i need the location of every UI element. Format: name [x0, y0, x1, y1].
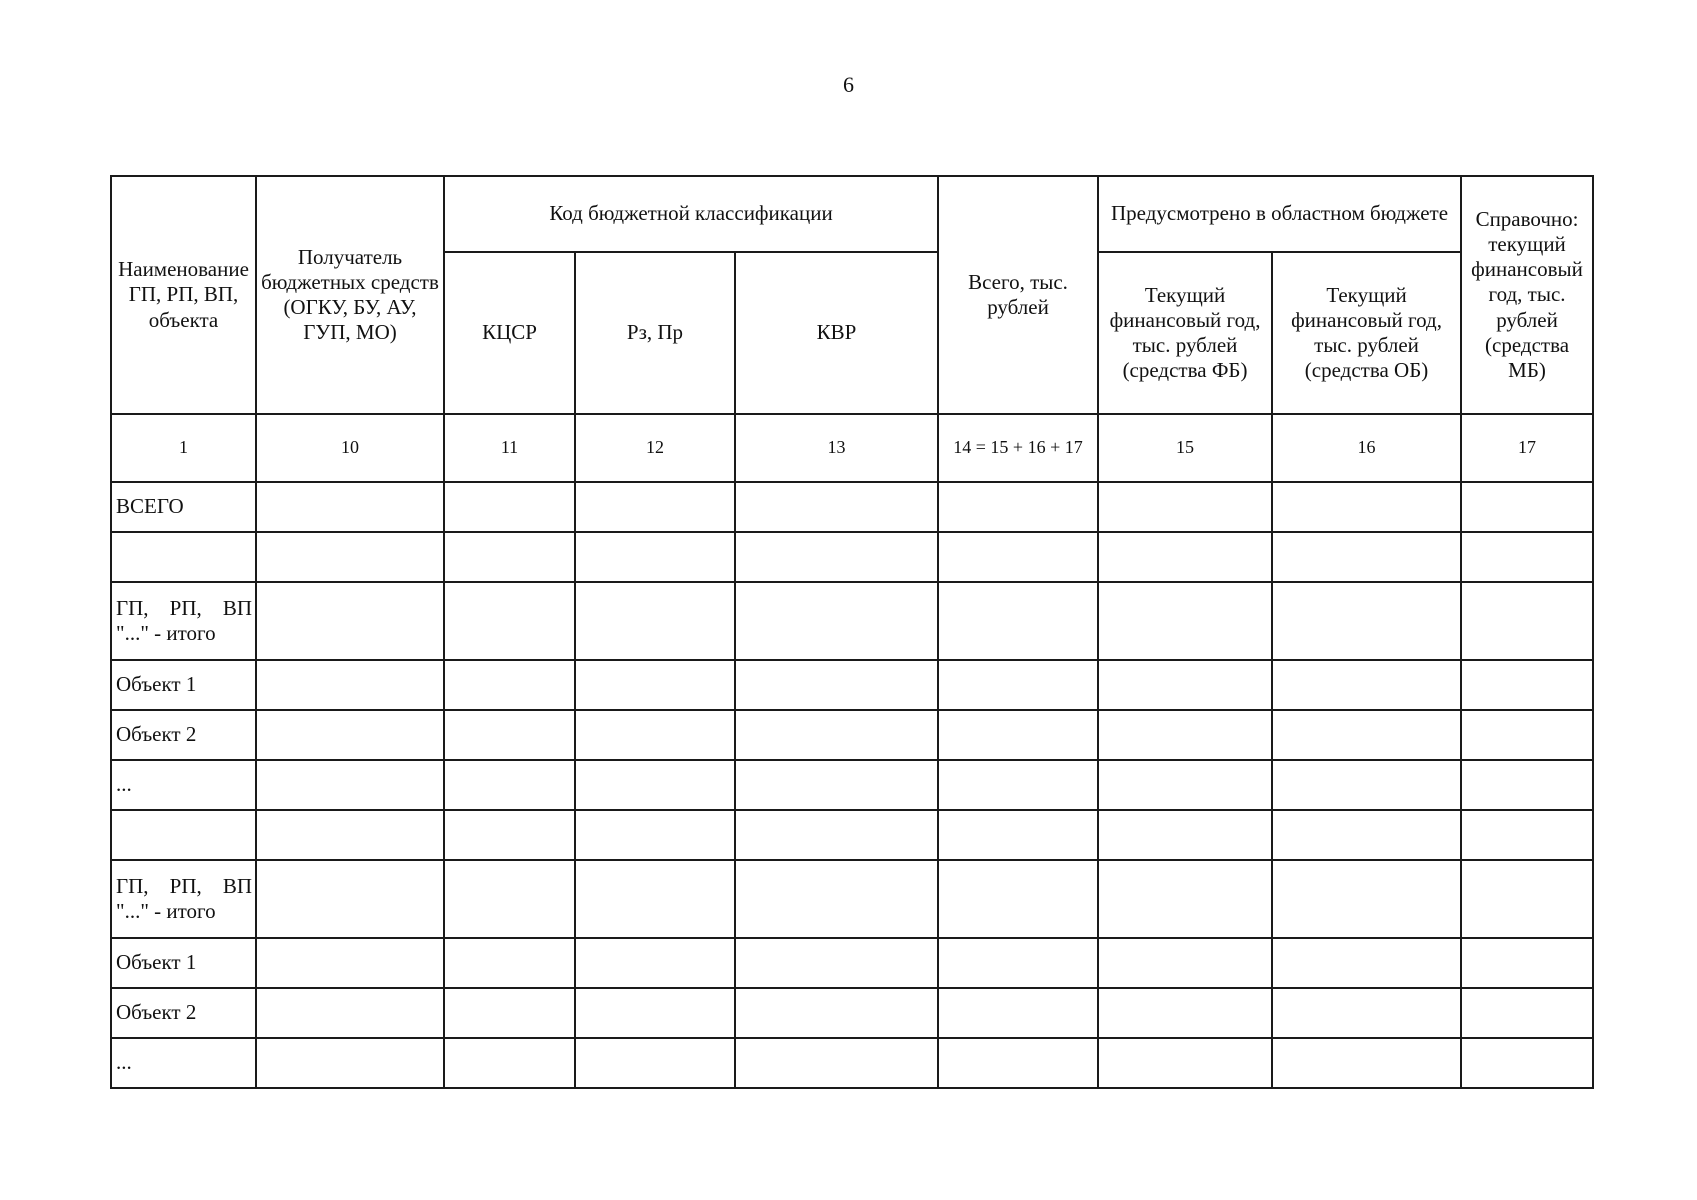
column-number: 13	[735, 414, 938, 482]
table-cell	[938, 860, 1098, 938]
table-cell	[1461, 482, 1593, 532]
header-name: Наименование ГП, РП, ВП, объекта	[111, 176, 256, 414]
row-label: Объект 1	[111, 938, 256, 988]
table-cell	[938, 760, 1098, 810]
row-label: ГП, РП, ВП "..." - итого	[111, 860, 256, 938]
table-cell	[938, 660, 1098, 710]
table-cell	[735, 810, 938, 860]
header-total: Всего, тыс. рублей	[938, 176, 1098, 414]
column-number: 10	[256, 414, 444, 482]
table-cell	[256, 810, 444, 860]
table-cell	[735, 760, 938, 810]
table-row	[111, 710, 1593, 760]
table-cell	[1461, 660, 1593, 710]
table-cell	[256, 938, 444, 988]
row-label: Объект 1	[111, 660, 256, 710]
table-row	[111, 810, 1593, 860]
table-cell	[444, 1038, 575, 1088]
table-cell	[1098, 660, 1272, 710]
table-cell	[735, 482, 938, 532]
table-cell	[444, 482, 575, 532]
table-cell	[575, 938, 735, 988]
table-cell	[735, 1038, 938, 1088]
column-number: 1	[111, 414, 256, 482]
table-cell	[256, 582, 444, 660]
table-cell	[444, 582, 575, 660]
table-cell	[256, 482, 444, 532]
header-rz-pr: Рз, Пр	[575, 252, 735, 414]
table-cell	[575, 710, 735, 760]
table-cell	[444, 660, 575, 710]
table-cell	[444, 810, 575, 860]
table-cell	[735, 532, 938, 582]
table-row	[111, 660, 1593, 710]
table-cell	[256, 660, 444, 710]
table-cell	[938, 938, 1098, 988]
table-cell	[1461, 810, 1593, 860]
table-cell	[575, 860, 735, 938]
table-cell	[735, 938, 938, 988]
table-cell	[938, 1038, 1098, 1088]
table-row	[111, 760, 1593, 810]
row-label	[111, 532, 256, 582]
table-cell	[938, 582, 1098, 660]
row-label	[111, 810, 256, 860]
header-current-ob: Текущий финансовый год, тыс. рублей (средства ОБ)	[1272, 252, 1461, 414]
page-number: 6	[843, 72, 854, 97]
table-row	[111, 582, 1593, 660]
table-cell	[575, 760, 735, 810]
table-cell	[575, 1038, 735, 1088]
column-number: 11	[444, 414, 575, 482]
row-label: ГП, РП, ВП "..." - итого	[111, 582, 256, 660]
row-label: Объект 2	[111, 710, 256, 760]
table-cell	[444, 710, 575, 760]
table-cell	[1461, 938, 1593, 988]
table-cell	[575, 660, 735, 710]
row-label: ...	[111, 1038, 256, 1088]
table-cell	[444, 860, 575, 938]
table-cell	[1098, 760, 1272, 810]
row-label: ВСЕГО	[111, 482, 256, 532]
column-number-row	[111, 414, 1593, 482]
table-cell	[1272, 582, 1461, 660]
table-cell	[1461, 860, 1593, 938]
table-cell	[1098, 582, 1272, 660]
table-cell	[256, 532, 444, 582]
table-cell	[1272, 938, 1461, 988]
table-cell	[1272, 532, 1461, 582]
header-kbk: Код бюджетной классификации	[444, 176, 938, 252]
table-cell	[1461, 532, 1593, 582]
column-number: 17	[1461, 414, 1593, 482]
table-cell	[1098, 988, 1272, 1038]
table-cell	[735, 988, 938, 1038]
table-cell	[575, 988, 735, 1038]
table-cell	[735, 860, 938, 938]
table-cell	[1272, 482, 1461, 532]
table-cell	[1272, 988, 1461, 1038]
table-row	[111, 988, 1593, 1038]
table-cell	[444, 938, 575, 988]
table-cell	[575, 582, 735, 660]
table-cell	[444, 988, 575, 1038]
table-cell	[735, 660, 938, 710]
table-cell	[1272, 710, 1461, 760]
table-cell	[575, 532, 735, 582]
table-cell	[1098, 1038, 1272, 1088]
header-kcsr: КЦСР	[444, 252, 575, 414]
table-cell	[938, 532, 1098, 582]
table-cell	[735, 710, 938, 760]
table-cell	[938, 710, 1098, 760]
table-cell	[1272, 660, 1461, 710]
column-number: 14 = 15 + 16 + 17	[938, 414, 1098, 482]
table-cell	[575, 810, 735, 860]
table-cell	[1098, 810, 1272, 860]
header-recipient: Получатель бюджетных средств (ОГКУ, БУ, АУ, ГУП, МО)	[256, 176, 444, 414]
table-cell	[1098, 532, 1272, 582]
table-cell	[1098, 860, 1272, 938]
header-current-fb: Текущий финансовый год, тыс. рублей (средства ФБ)	[1098, 252, 1272, 414]
table-row	[111, 1038, 1593, 1088]
table-cell	[1461, 710, 1593, 760]
table-cell	[444, 760, 575, 810]
table-cell	[1461, 1038, 1593, 1088]
table-row	[111, 860, 1593, 938]
row-label: Объект 2	[111, 988, 256, 1038]
table-row	[111, 482, 1593, 532]
table-cell	[256, 760, 444, 810]
table-cell	[256, 988, 444, 1038]
table-cell	[1272, 1038, 1461, 1088]
column-number: 15	[1098, 414, 1272, 482]
table-cell	[1272, 860, 1461, 938]
column-number: 12	[575, 414, 735, 482]
table-cell	[1461, 988, 1593, 1038]
table-cell	[575, 482, 735, 532]
table-cell	[444, 532, 575, 582]
header-reference-mb: Справочно: текущий финансовый год, тыс. рублей (средства МБ)	[1461, 176, 1593, 414]
row-label: ...	[111, 760, 256, 810]
table-cell	[938, 810, 1098, 860]
table-cell	[1098, 482, 1272, 532]
table-row	[111, 532, 1593, 582]
budget-table	[110, 175, 1594, 1089]
table-cell	[735, 582, 938, 660]
table-cell	[1461, 582, 1593, 660]
header-regional-budget: Предусмотрено в областном бюджете	[1098, 176, 1461, 252]
table-cell	[1098, 938, 1272, 988]
table-cell	[938, 988, 1098, 1038]
table-cell	[1272, 760, 1461, 810]
table-cell	[938, 482, 1098, 532]
table-cell	[256, 1038, 444, 1088]
table-cell	[1272, 810, 1461, 860]
table-cell	[1098, 710, 1272, 760]
table-cell	[256, 710, 444, 760]
header-kvr: КВР	[735, 252, 938, 414]
table-cell	[1461, 760, 1593, 810]
table-row	[111, 938, 1593, 988]
column-number: 16	[1272, 414, 1461, 482]
table-cell	[256, 860, 444, 938]
